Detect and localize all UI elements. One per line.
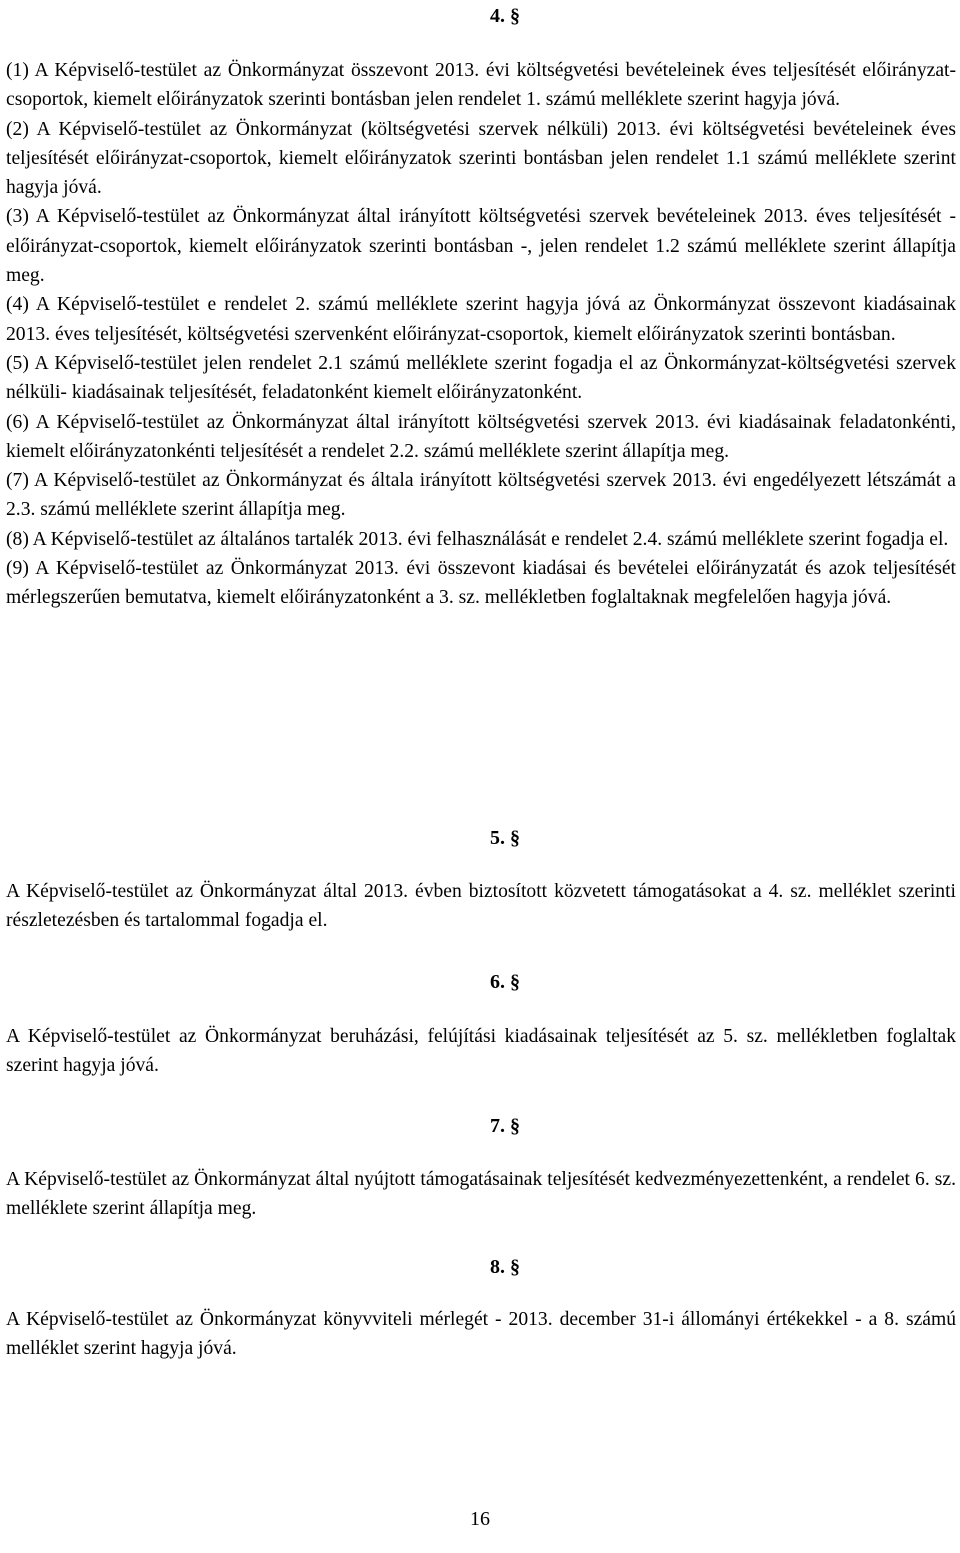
page-number: 16 xyxy=(470,1508,490,1530)
section-5-body xyxy=(6,877,956,936)
section-heading-4: 4. § xyxy=(490,5,520,27)
paragraph-6: A Képviselő-testület az Önkormányzat beruházási, felújítási kiadásainak teljesítését az 5. sz. mellékletben foglaltak szerint hagyja jóvá. xyxy=(6,1026,956,1077)
section-heading-7: 7. § xyxy=(490,1115,520,1137)
paragraph-4-4: (4) A Képviselő-testület e rendelet 2. számú melléklete szerint hagyja jóvá az Önkormányzat összevont kiadásainak 2013. éves teljesítését, költségvetési szervenként előirányzat-csoportok, kiemelt előirányzatok szerinti bontásban. xyxy=(6,294,956,345)
section-7-body xyxy=(6,1165,956,1224)
section-heading-6: 6. § xyxy=(490,971,520,993)
paragraph-4-1: (1) A Képviselő-testület az Önkormányzat összevont 2013. évi költségvetési bevételeinek éves teljesítését előirányzat-csoportok, kiemelt előirányzatok szerinti bontásban jelen rendelet 1. számú melléklete szerint hagyja jóvá. xyxy=(6,60,956,111)
paragraph-4-3: (3) A Képviselő-testület az Önkormányzat által irányított költségvetési szervek bevételeinek 2013. éves teljesítését - előirányzat-csoportok, kiemelt előirányzatok szerinti bontásban -, jelen rendelet 1.2 számú melléklete szerint állapítja meg. xyxy=(6,206,956,287)
paragraph-4-2: (2) A Képviselő-testület az Önkormányzat (költségvetési szervek nélküli) 2013. évi költségvetési bevételeinek éves teljesítését előirányzat-csoportok, kiemelt előirányzatok szerinti bontásban jelen rendelet 1.1 számú melléklete szerint hagyja jóvá. xyxy=(6,118,956,199)
paragraph-4-8: (8) A Képviselő-testület az általános tartalék 2013. évi felhasználását e rendelet 2.4. számú melléklete szerint fogadja el. xyxy=(6,528,949,550)
paragraph-4-5: (5) A Képviselő-testület jelen rendelet 2.1 számú melléklete szerint fogadja el az Önkormányzat-költségvetési szervek nélküli- kiadásainak teljesítését, feladatonként kiemelt előirányzatonként. xyxy=(6,352,956,404)
paragraph-7: A Képviselő-testület az Önkormányzat által nyújtott támogatásainak teljesítését kedvezményezettenként, a rendelet 6. sz. melléklete szerint állapítja meg. xyxy=(6,1169,956,1220)
paragraph-4-6: (6) A Képviselő-testület az Önkormányzat által irányított költségvetési szervek 2013. évi kiadásainak feladatonkénti, kiemelt előirányzatonkénti teljesítését a rendelet 2.2. számú melléklete szerint állapítja meg. xyxy=(6,411,956,462)
paragraph-8: A Képviselő-testület az Önkormányzat könyvviteli mérlegét - 2013. december 31-i állományi értékekkel - a 8. számú melléklet szerint hagyja jóvá. xyxy=(6,1309,956,1360)
section-6-body xyxy=(6,1022,956,1081)
section-heading-5: 5. § xyxy=(490,827,520,849)
section-heading-8: 8. § xyxy=(490,1256,520,1278)
paragraph-4-7: (7) A Képviselő-testület az Önkormányzat és általa irányított költségvetési szervek 2013. évi engedélyezett létszámát a 2.3. számú melléklete szerint állapítja meg. xyxy=(6,470,956,521)
section-4-body xyxy=(6,56,956,613)
paragraph-5: A Képviselő-testület az Önkormányzat által 2013. évben biztosított közvetett támogatásokat a 4. sz. melléklet szerinti részletezésben és tartalommal fogadja el. xyxy=(6,881,956,932)
section-8-body xyxy=(6,1305,956,1364)
paragraph-4-9: (9) A Képviselő-testület az Önkormányzat 2013. évi összevont kiadásai és bevételei előirányzatát és azok teljesítését mérlegszerűen bemutatva, kiemelt előirányzatonként a 3. sz. mellékletben foglaltaknak megfelelően hagyja jóvá. xyxy=(6,558,956,609)
